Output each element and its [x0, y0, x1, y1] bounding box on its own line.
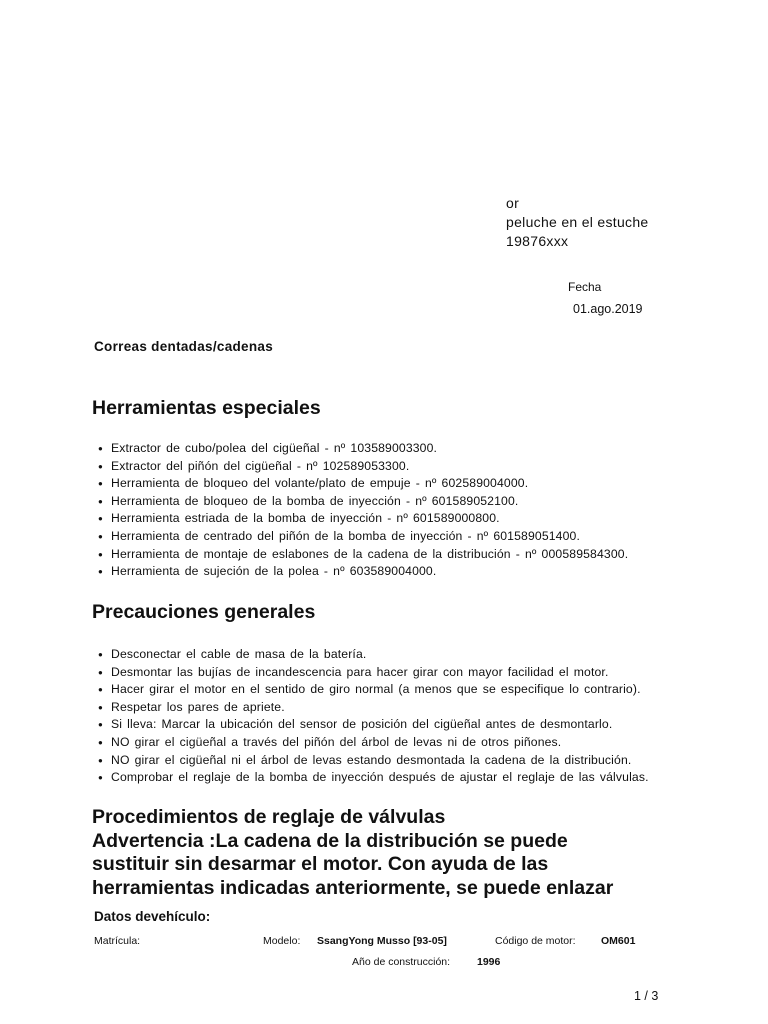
precautions-list — [98, 646, 649, 787]
page-number: 1 / 3 — [634, 989, 659, 1003]
procedure-line: sustituir sin desarmar el motor. Con ayuda de las — [92, 853, 549, 876]
list-item: ● Herramienta de bloqueo del volante/plato de empuje - nº 602589004000. — [98, 475, 628, 493]
precautions-heading: Precauciones generales — [92, 601, 316, 623]
header-line: 19876xxx — [506, 233, 569, 249]
date-label: Fecha — [568, 280, 602, 294]
list-item: ● Respetar los pares de apriete. — [98, 699, 649, 717]
procedure-line: herramientas indicadas anteriormente, se puede enlazar — [92, 876, 614, 899]
plate-label: Matrícula: — [94, 935, 141, 947]
special-tools-heading: Herramientas especiales — [92, 397, 321, 419]
list-item: ● Herramienta de bloqueo de la bomba de inyección - nº 601589052100. — [98, 493, 628, 511]
section-label: Correas dentadas/cadenas — [94, 339, 274, 354]
header-line: peluche en el estuche — [506, 214, 649, 230]
list-item: ● NO girar el cigüeñal ni el árbol de levas estando desmontada la cadena de la distribución. — [98, 752, 649, 770]
header-block — [506, 194, 649, 251]
model-label: Modelo: — [263, 935, 301, 947]
list-item: ● Herramienta de centrado del piñón de la bomba de inyección - nº 601589051400. — [98, 528, 628, 546]
build-year-value: 1996 — [477, 956, 501, 968]
list-item: ● Herramienta de montaje de eslabones de la cadena de la distribución - nº 000589584300. — [98, 546, 628, 564]
list-item: ● Desconectar el cable de masa de la batería. — [98, 646, 649, 664]
model-value: SsangYong Musso [93-05] — [317, 935, 447, 947]
list-item: ● Hacer girar el motor en el sentido de giro normal (a menos que se especifique lo contrario). — [98, 681, 649, 699]
date-value: 01.ago.2019 — [573, 302, 643, 316]
list-item: ● Herramienta de sujeción de la polea - nº 603589004000. — [98, 563, 628, 581]
header-line: or — [506, 195, 520, 211]
procedure-line: Advertencia :La cadena de la distribución se puede — [92, 829, 568, 852]
special-tools-list — [98, 440, 628, 581]
list-item: ● Herramienta estriada de la bomba de inyección - nº 601589000800. — [98, 510, 628, 528]
list-item: ● Desmontar las bujías de incandescencia para hacer girar con mayor facilidad el motor. — [98, 664, 649, 682]
build-year-label: Año de construcción: — [352, 956, 451, 968]
list-item: ● Extractor de cubo/polea del cigüeñal - nº 103589003300. — [98, 440, 628, 458]
vehicle-data-heading: Datos devehículo: — [94, 909, 211, 924]
list-item: ● Comprobar el reglaje de la bomba de inyección después de ajustar el reglaje de las válvulas. — [98, 769, 649, 787]
engine-code-label: Código de motor: — [495, 935, 576, 947]
list-item: ● Si lleva: Marcar la ubicación del sensor de posición del cigüeñal antes de desmontarlo. — [98, 716, 649, 734]
engine-code-value: OM601 — [601, 935, 636, 947]
procedure-heading-block — [92, 806, 662, 900]
list-item: ● NO girar el cigüeñal a través del piñón del árbol de levas ni de otros piñones. — [98, 734, 649, 752]
list-item: ● Extractor del piñón del cigüeñal - nº 102589053300. — [98, 458, 628, 476]
procedure-line: Procedimientos de reglaje de válvulas — [92, 806, 446, 828]
